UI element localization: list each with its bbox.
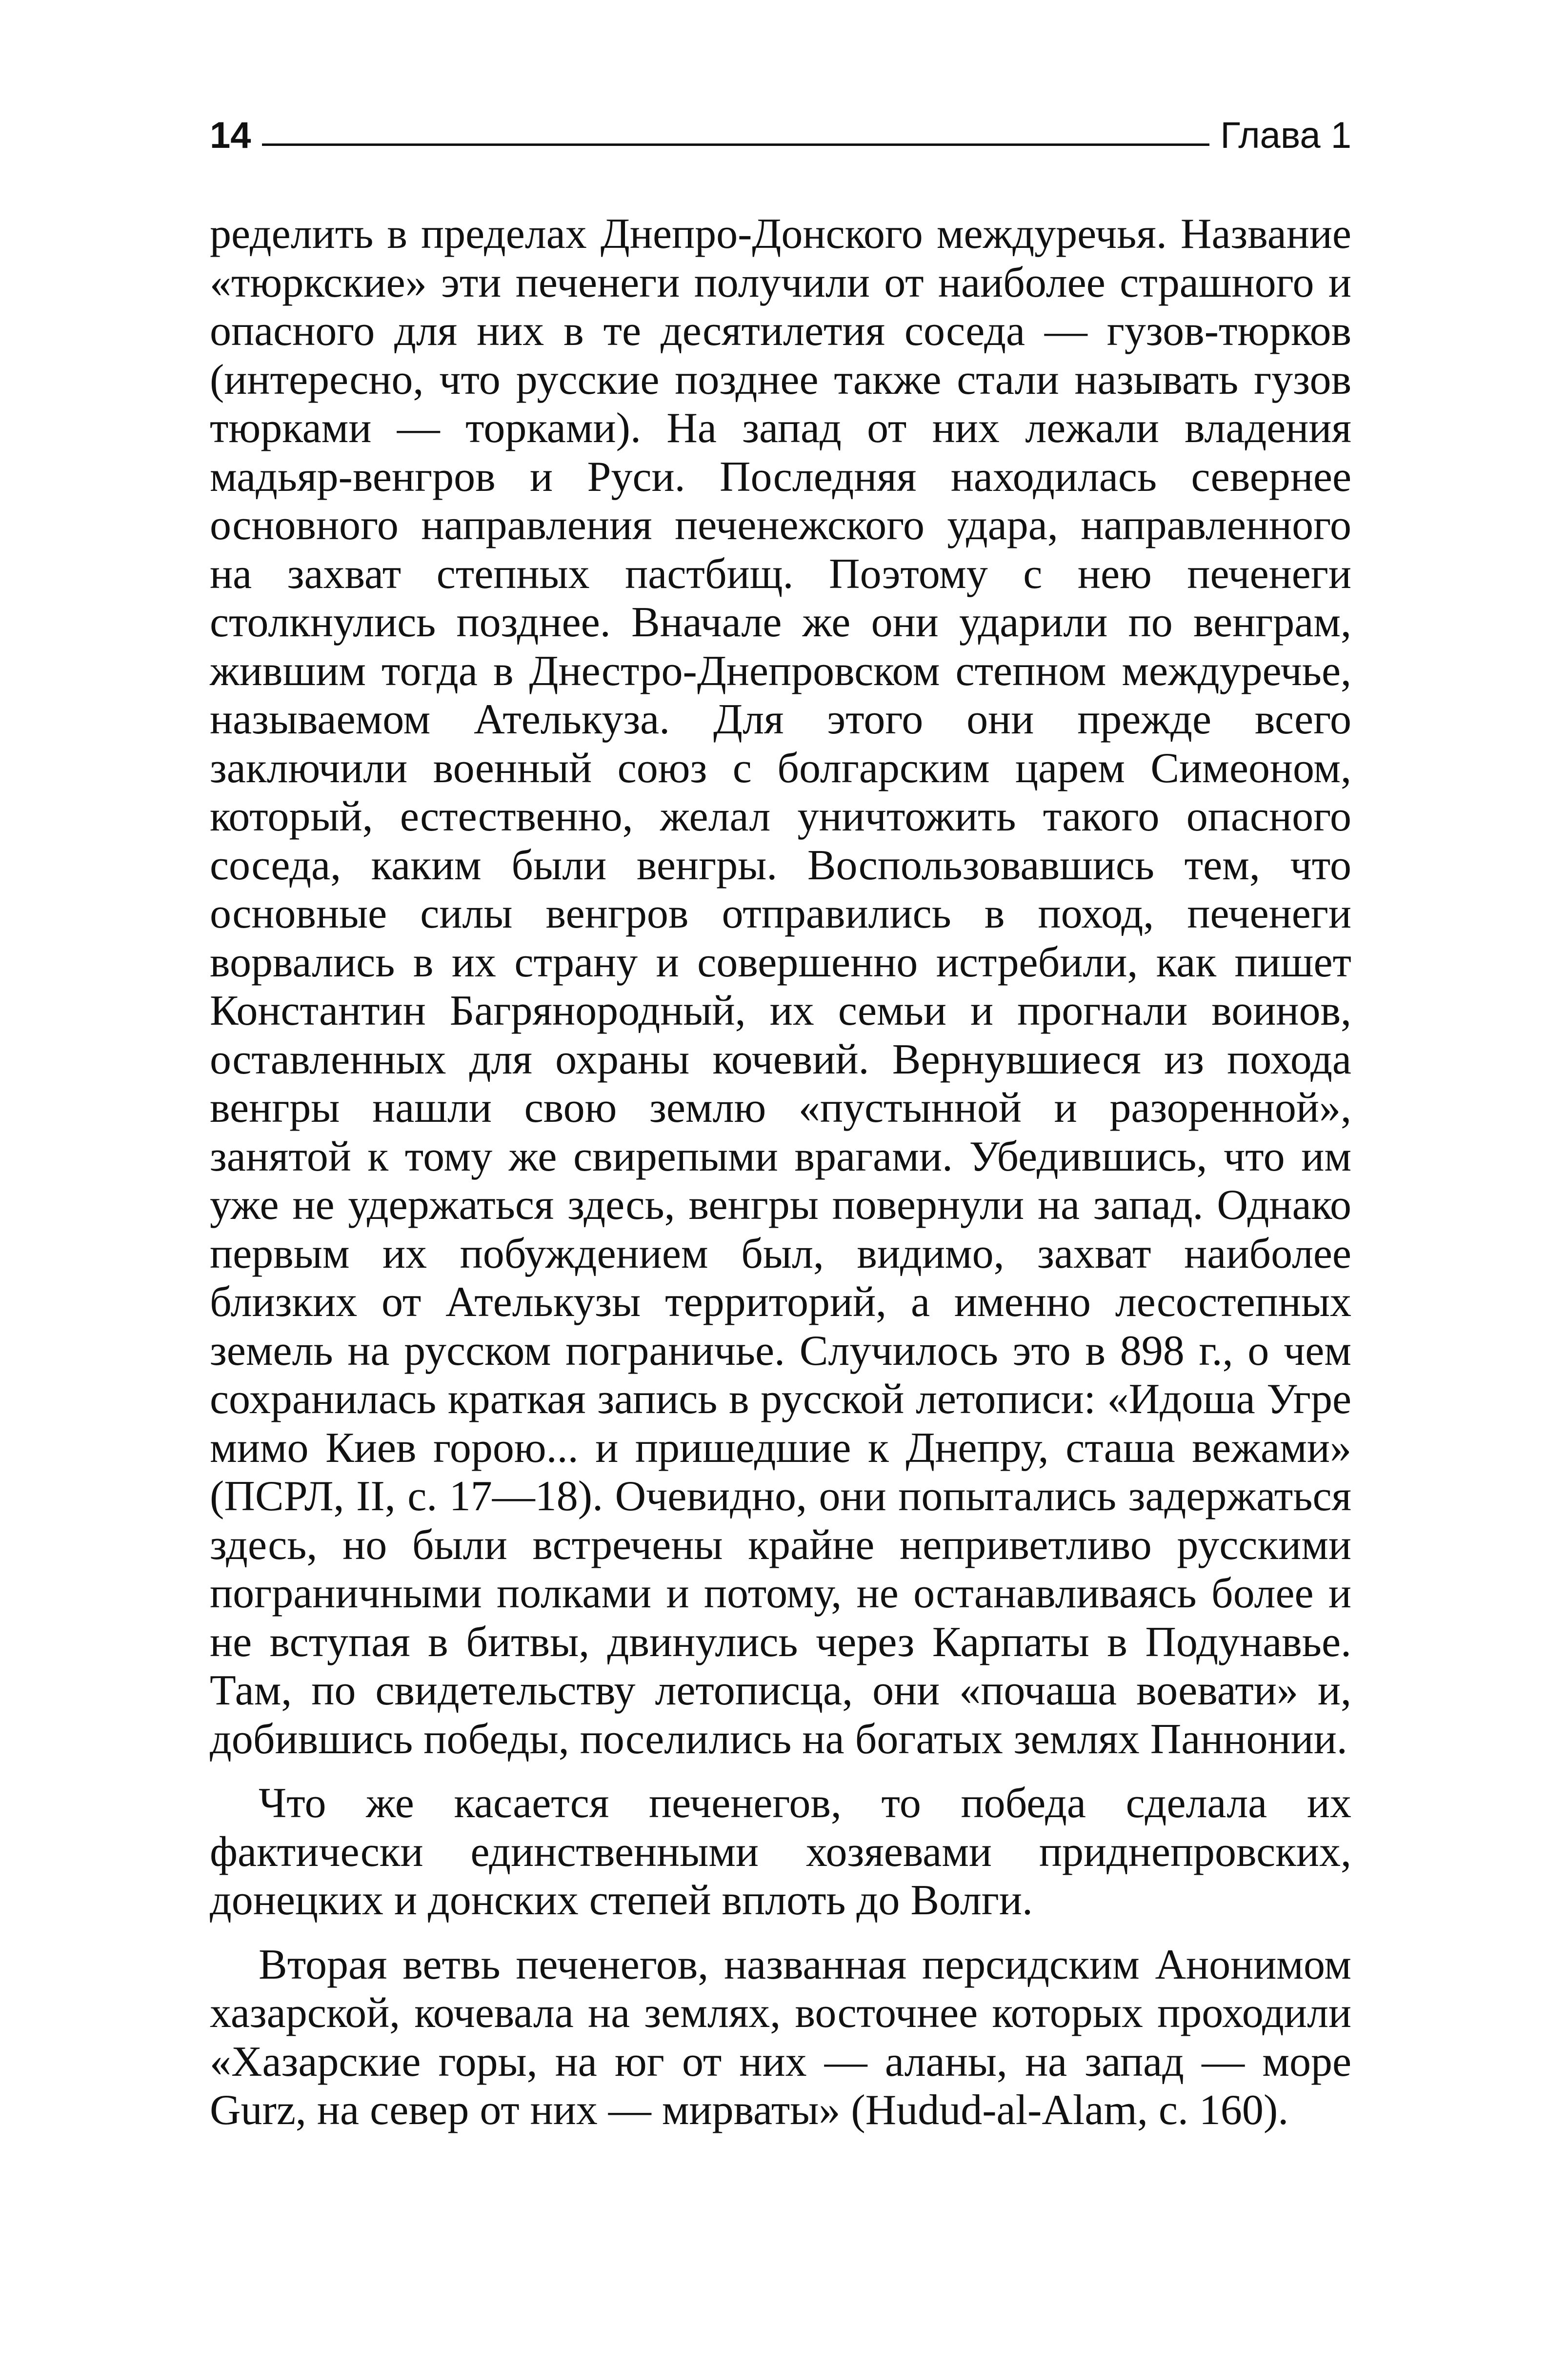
header-rule [262, 143, 1210, 146]
paragraph: Что же касается печенегов, то победа сделала их фактически единственными хозяевами приднепровских, донецких и донских степей вплоть до Волги. [210, 1780, 1351, 1924]
chapter-title: Глава 1 [1220, 115, 1351, 156]
body-text [210, 210, 1351, 2135]
paragraph: Вторая ветвь печенегов, названная персидским Анонимом хазарской, кочевала на землях, восточнее которых проходили «Хазарские горы, на юг от них — аланы, на запад — море Gurz, на север от них — мирваты» (Hudud-al-Alam, с. 160). [210, 1941, 1351, 2134]
book-page [210, 117, 1351, 2135]
running-header [210, 117, 1351, 171]
page-number: 14 [210, 115, 251, 156]
paragraph: ределить в пределах Днепро-Донского междуречья. Название «тюркские» эти печенеги получили от наиболее страшного и опасного для них в те десятилетия соседа — гузов-тюрков (интересно, что русские позднее также стали называть гузов тюрками — торками). На запад от них лежали владения мадьяр-венгров и Руси. Последняя находилась севернее основного направления печенежского удара, направленного на захват степных пастбищ. Поэтому с нею печенеги столкнулись позднее. Вначале же они ударили по венграм, жившим тогда в Днестро-Днепровском степном междуречье, называемом Ателькуза. Для этого они прежде всего заключили военный союз с болгарским царем Симеоном, который, естественно, желал уничтожить такого опасного соседа, каким были венгры. Воспользовавшись тем, что основные силы венгров отправились в поход, печенеги ворвались в их страну и совершенно истребили, как пишет Константин Багрянородный, их семьи и прогнали воинов, оставленных для охраны кочевий. Вернувшиеся из похода венгры нашли свою землю «пустынной и разоренной», занятой к тому же свирепыми врагами. Убедившись, что им уже не удержаться здесь, венгры повернули на запад. Однако первым их побуждением был, видимо, захват наиболее близких от Ателькузы территорий, а именно лесостепных земель на русском пограничье. Случилось это в 898 г., о чем сохранилась краткая запись в русской летописи: «Идоша Угре мимо Киев горою... и пришедшие к Днепру, сташа вежами» (ПСРЛ, II, с. 17—18). Очевидно, они попытались задержаться здесь, но были встречены крайне неприветливо русскими пограничными полками и потому, не останавливаясь более и не вступая в битвы, двинулись через Карпаты в Подунавье. Там, по свидетельству летописца, они «почаша воевати» и, добившись победы, поселились на богатых землях Паннонии. [210, 210, 1351, 1763]
